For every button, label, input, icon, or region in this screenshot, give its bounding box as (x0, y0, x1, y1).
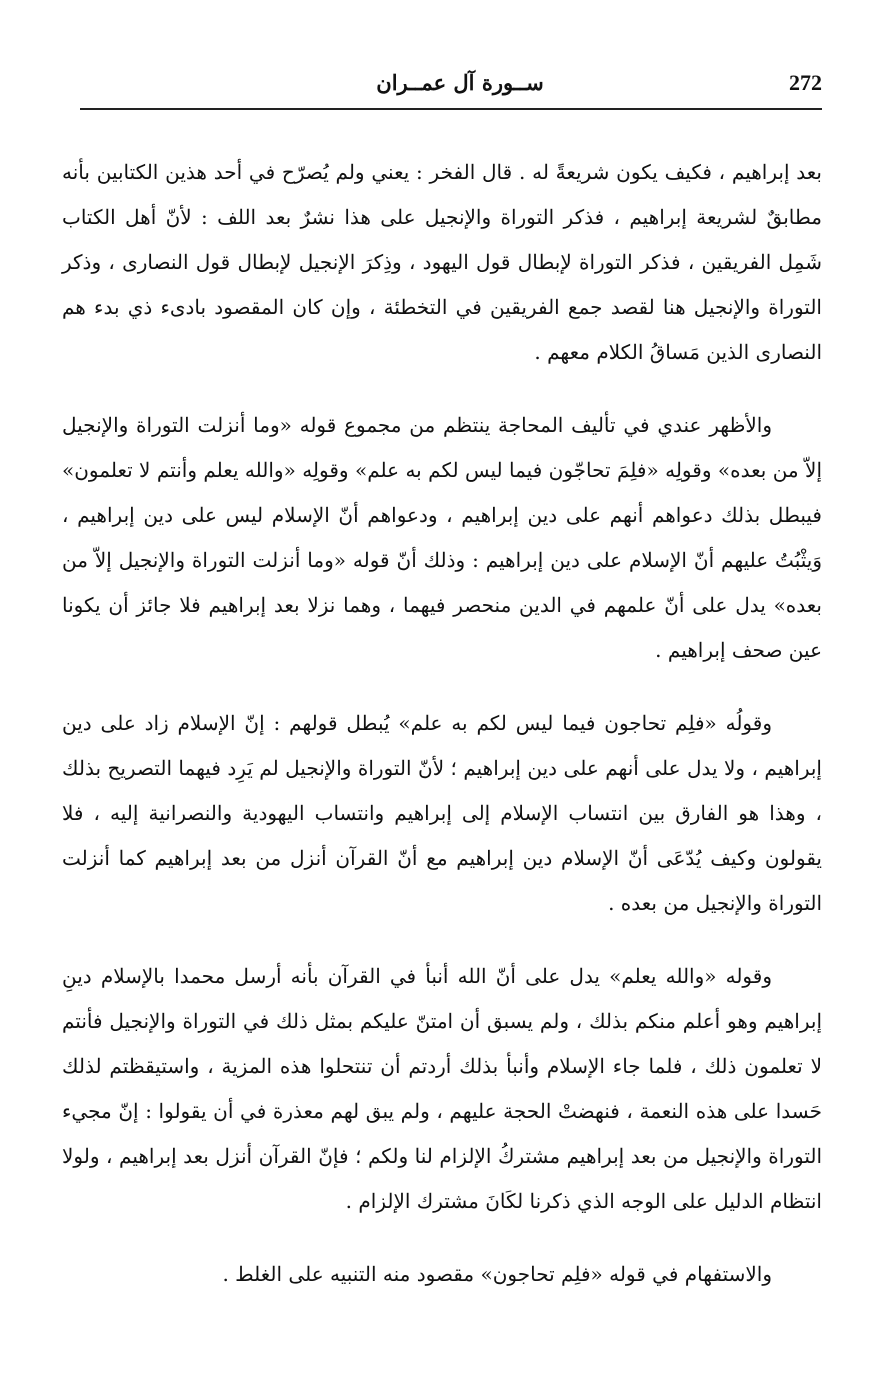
page-header (80, 70, 822, 104)
body-text (62, 150, 822, 1297)
page-number: 272 (789, 70, 822, 95)
paragraph-2: والأظهر عندي في تأليف المحاجة ينتظم من مجموع قوله «وما أنزلت التوراة والإنجيل إلاّ من بعده» وقولِه «فلِمَ تحاجّون فيما ليس لكم به علم» وقولِه «والله يعلم وأنتم لا تعلمون» فيبطل بذلك دعواهم أنهم على دين إبراهيم ، ودعواهم أنّ الإسلام ليس على دين إبراهيم ، وَيثْبُتُ عليهم أنّ الإسلام على دين إبراهيم : وذلك أنّ قوله «وما أنزلت التوراة والإنجيل إلاّ من بعده» يدل على أنّ علمهم في الدين منحصر فيهما ، وهما نزلا بعد إبراهيم فلا جائز أن يكونا عين صحف إبراهيم . (62, 413, 822, 662)
paragraph-5: والاستفهام في قوله «فلِم تحاجون» مقصود منه التنبيه على الغلط . (222, 1262, 772, 1286)
paragraph-4: وقوله «والله يعلم» يدل على أنّ الله أنبأ في القرآن بأنه أرسل محمدا بالإسلام دينِ إبراهيم وهو أعلم منكم بذلك ، ولم يسبق أن امتنّ عليكم بمثل ذلك في التوراة والإنجيل فأنتم لا تعلمون ذلك ، فلما جاء الإسلام وأنبأ بذلك أردتم أن تنتحلوا هذه المزية ، واستيقظتم لذلك حَسدا على هذه النعمة ، فنهضتْ الحجة عليهم ، ولم يبق لهم معذرة في أن يقولوا : إنّ مجيء التوراة والإنجيل من بعد إبراهيم مشتركُ الإلزام لنا ولكم ؛ فإنّ القرآن أنزل بعد إبراهيم ، ولولا انتظام الدليل على الوجه الذي ذكرنا لكَانَ مشترك الإلزام . (62, 964, 822, 1213)
running-title: ســورة آل عمــران (376, 70, 544, 95)
paragraph-1: بعد إبراهيم ، فكيف يكون شريعةً له . قال الفخر : يعني ولم يُصرّح في أحد هذين الكتابين بأنه مطابقٌ لشريعة إبراهيم ، فذكر التوراة والإنجيل على هذا نشرٌ بعد اللف : لأنّ أهل الكتاب شَمِل الفريقين ، فذكر التوراة لإبطال قول اليهود ، وذِكرَ الإنجيل لإبطال قول النصارى ، وذكر التوراة والإنجيل هنا لقصد جمع الفريقين في التخطئة ، وإن كان المقصود بادىء ذي بدء هم النصارى الذين مَساقُ الكلام معهم . (62, 160, 822, 364)
paragraph-3: وقولُه «فلِم تحاجون فيما ليس لكم به علم» يُبطل قولهم : إنّ الإسلام زاد على دين إبراهيم ، ولا يدل على أنهم على دين إبراهيم ؛ لأنّ التوراة والإنجيل لم يَرِد فيهما التصريح بذلك ، وهذا هو الفارق بين انتساب الإسلام إلى إبراهيم وانتساب اليهودية والنصرانية إليه ، فلا يقولون وكيف يُدّعَى أنّ الإسلام دين إبراهيم مع أنّ القرآن أنزل من بعد إبراهيم كما أنزلت التوراة والإنجيل من بعده . (62, 711, 822, 915)
header-rule (80, 108, 822, 110)
